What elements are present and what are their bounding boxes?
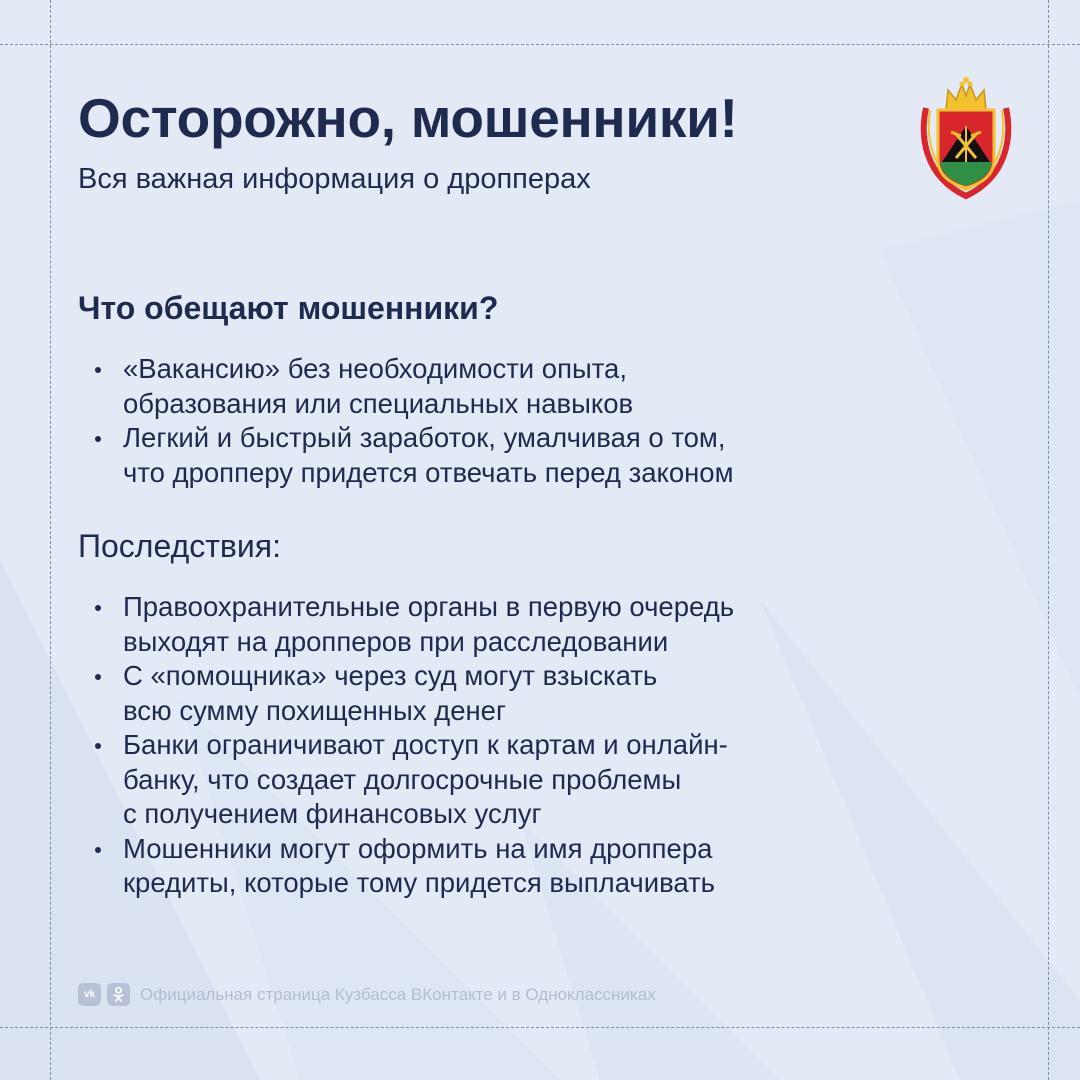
list-item-line: кредиты, которые тому придется выплачивать — [123, 867, 716, 898]
list-item-line: с получением финансовых услуг — [123, 798, 542, 829]
list-item-line: всю сумму похищенных денег — [123, 694, 506, 726]
list-item-line: Банки ограничивают доступ к картам и онлайн- — [123, 729, 728, 760]
kuzbass-coat-of-arms-icon — [918, 76, 1014, 200]
list-item-line: «Вакансию» без необходимости опыта, — [123, 353, 627, 384]
odnoklassniki-icon[interactable] — [107, 983, 130, 1006]
bullet-icon — [95, 605, 101, 611]
list-item — [95, 832, 855, 901]
section-heading-consequences: Последствия: — [78, 528, 281, 564]
vk-icon[interactable]: vk — [78, 983, 101, 1006]
promises-list — [95, 352, 855, 490]
list-item — [95, 421, 855, 490]
bullet-icon — [95, 674, 101, 680]
bullet-icon — [95, 367, 101, 373]
list-item-line: образования или специальных навыков — [123, 387, 634, 419]
bullet-icon — [95, 743, 101, 749]
list-item-line: что дропперу придется отвечать перед законом — [123, 456, 734, 488]
list-item-line: Мошенники могут оформить на имя дроппера — [123, 832, 713, 864]
footer-text: Официальная страница Кузбасса ВКонтакте и в Одноклассниках — [140, 984, 656, 1004]
odnoklassniki-glyph — [112, 986, 125, 1003]
section-heading-promises: Что обещают мошенники? — [78, 290, 499, 326]
page-title: Осторожно, мошенники! — [78, 87, 738, 149]
list-item-line: С «помощника» через суд могут взыскать — [123, 660, 658, 691]
list-item-line: выходят на дропперов при расследовании — [123, 625, 669, 657]
consequences-list — [95, 590, 855, 901]
page-subtitle: Вся важная информация о дропперах — [78, 163, 591, 195]
list-item-line: банку, что создает долгосрочные проблемы — [123, 763, 682, 795]
list-item — [95, 659, 855, 728]
list-item — [95, 728, 855, 832]
bullet-icon — [95, 436, 101, 442]
list-item-line: Легкий и быстрый заработок, умалчивая о том, — [123, 422, 726, 453]
bullet-icon — [95, 847, 101, 853]
list-item-line: Правоохранительные органы в первую очередь — [123, 591, 735, 622]
list-item — [95, 590, 855, 659]
list-item — [95, 352, 855, 421]
footer — [78, 983, 656, 1006]
